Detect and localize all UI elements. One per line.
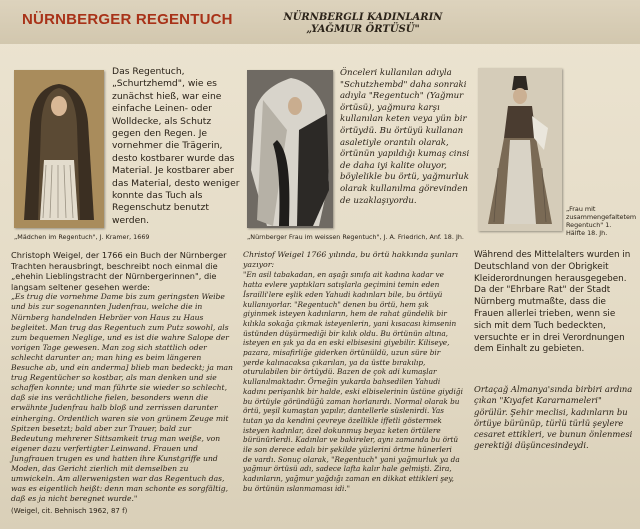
title-turkish-line-2: „YAĞMUR ÖRTÜSÜ" <box>306 24 420 35</box>
german-weigel-citation: (Weigel, cit. Behnisch 1962, 87 f) <box>11 507 128 516</box>
figure-white-rain-cloth-illustration <box>247 70 333 228</box>
photo-girl-in-rain-cloth <box>14 70 104 228</box>
turkish-dress-code-text: Ortaçağ Almanya'sında birbiri ardına çıkan "Kıyafet Kararnameleri" görülür. Şehir meclisi, kadınların bu örtüye bürünüp, türlü türlü şeylere cesaret ettikleri, ve bunun önlenmesi gerektiği düşüncesindeydi. <box>474 384 633 451</box>
turkish-weigel-quote: "En asil tabakadan, en aşağı sınıfa ait kadına kadar ve hatta evlere yaptıkları satışlarla geçimini temin eden İsrailli'lere eşlik eden Yahudi kadınları bile, bu örtüyü kullanıyorlar. "Regentuch" denen bu örtü, hem şık giyinmek isteyen kadınların, hem de rahat gündelik bir kılıkla sokağa çıkmak isteyenlerin, yani kısacası kimsenin üstünden düşürmediği bir kılık oldu. Bu örtünün altına, isteyen en şık ya da en eski elbisesini giyebilir. Kiliseye, pazara, misafirliğe giderken örtünüldü, uzun süre bir yerde kalınacaksa çıkarılan, ya da üstte bırakılıp, oturulabilen bir örtüydü. Bazen de çok adi kumaşlar kullanılmaktadır. Örneğin yukarda bahsedilen Yahudi kadını perişanlık bir halde, eski elbiselerinin üstüne giydiği bu örtüyle göründüğü zaman horlanırdı. Normal olarak bu örtü, yeşil kumaştan yapılır, dantellerle süslenirdi. Yas tutan ya da kendini çevreye özellikle iffetli göstermek isteyen kadınlar, özel dokunmuş beyaz keten örtülere bürünürlerdi. Kadınlar ve bakireler, aynı zamanda bu örtü ile son derece edalı bir şekilde yüzlerini örtme hünerleri de vardı. Sonuç olarak, "Regentuch" yani yağmurluk ya da yağmur örtüsü adı, sadece lafta kalır hale gelmişti. Zira, kadınların, yağmur yağdığı zaman en dikkat ettikleri şey, bu örtünün ıslanmaması idi." <box>243 270 463 493</box>
german-weigel-quote: „Es trug die vornehme Dame bis zum geringsten Weibe und bis zur sogenannten Judenfrau, welche die in Nürnberg handelnden Hebräer von Haus zu Haus begleitet. Man trug das Regentuch zum Putz sowohl, als zum bequemen Neglige, und es ist die wahre Salope der vorigen Tage gewesen. Man zog sich stattlich oder schlecht darunter an; man hing es beim längeren Besuche ab, und ein anderma] blieb man bedeckt; ja man trug Regentücher so kostbar, als man denken und sie schaffen konnte; und man führte sie wieder so schlecht, daß sie ins verächtliche fielen, besonders wenn die erwähnte Judenfrau halb bloß und zerrissen darunter einherging. Ordentlich waren sie von grünem Zeuge mit Spitzen besetzt; bald aber zur Trauer, bald zur Bedeutung mehrerer Sittsamkeit trug man weiße, von eigener dazu verfertigter Leinwand. Frauen und Jungfrauen trugen es und hatten ihre Kunstgriffe und Moden, das Gericht zierlich mit demselben zu umwickeln. Am allerwenigsten war das Regentuch das, was es eigentlich heißt: denn man schonte es sorgfältig, daß es ja nicht beregnet wurde." <box>11 292 233 504</box>
title-turkish-line-1: NÜRNBERGLI KADINLARIN <box>283 12 443 23</box>
german-intro-text: Das Regentuch, „Schurtzhemd", wie es zunächst hieß, war eine einfache Leinen- oder Wolldecke, als Schutz gegen den Regen. Je vornehmer die Trägerin, desto kostbarer wurde das Material. Je kostbarer aber das Material, desto weniger konnte das Tuch als Regenschutz benutzt werden. <box>112 66 240 226</box>
title-turkish <box>248 12 478 36</box>
photo-woman-folded-rain-cloth <box>478 68 562 231</box>
caption-image-2: „Nürnberger Frau im weissen Regentuch", J. A. Friedrich, Anf. 18. Jh. <box>247 233 464 241</box>
figure-rain-cloth-illustration <box>14 70 104 228</box>
turkish-intro-text: Önceleri kullanılan adıyla "Schutzhembd" daha sonraki adıyla "Regentuch" (Yağmur örtüsü), yağmura karşı kullanılan keten veya yün bir örtüydü. Bu örtüyü kullanan asaletiyle orantılı olarak, örtünün yapıldığı kumaş cinsi de daha iyi kalite oluyor, böylelikle bu örtü, yağmurluk olarak kullanılma görevinden de uzaklaşıyordu. <box>340 68 470 206</box>
figure-folded-rain-cloth-illustration <box>478 68 562 231</box>
caption-image-1: „Mädchen im Regentuch", J. Kramer, 1669 <box>14 233 150 241</box>
title-german: NÜRNBERGER REGENTUCH <box>22 11 233 28</box>
german-weigel-column <box>11 250 233 516</box>
caption-image-3: „Frau mit zusammengefaltetem Regentuch" 1. Hälfte 18. Jh. <box>566 205 637 237</box>
german-dress-code-text: Während des Mittelalters wurden in Deutschland von der Obrigkeit Kleiderordnungen herausgegeben. Da der "Ehrbare Rat" der Stadt Nürnberg mutmaßte, dass die Frauen allerlei trieben, wenn sie sich mit dem Tuch bedeckten, versuchte er in drei Verordnungen dem Einhalt zu gebieten. <box>474 250 631 355</box>
turkish-weigel-intro: Christof Weigel 1766 yılında, bu örtü hakkında şunları yazıyor: <box>243 250 458 270</box>
turkish-weigel-column <box>243 250 463 494</box>
photo-woman-white-rain-cloth <box>247 70 333 228</box>
german-weigel-intro: Christoph Weigel, der 1766 ein Buch der Nürnberger Trachten herausbringt, beschreibt noch einmal die „ehehin Lieblingstracht der Nürnbergerinnen", die langsam seltener gesehen werde: <box>11 250 227 292</box>
